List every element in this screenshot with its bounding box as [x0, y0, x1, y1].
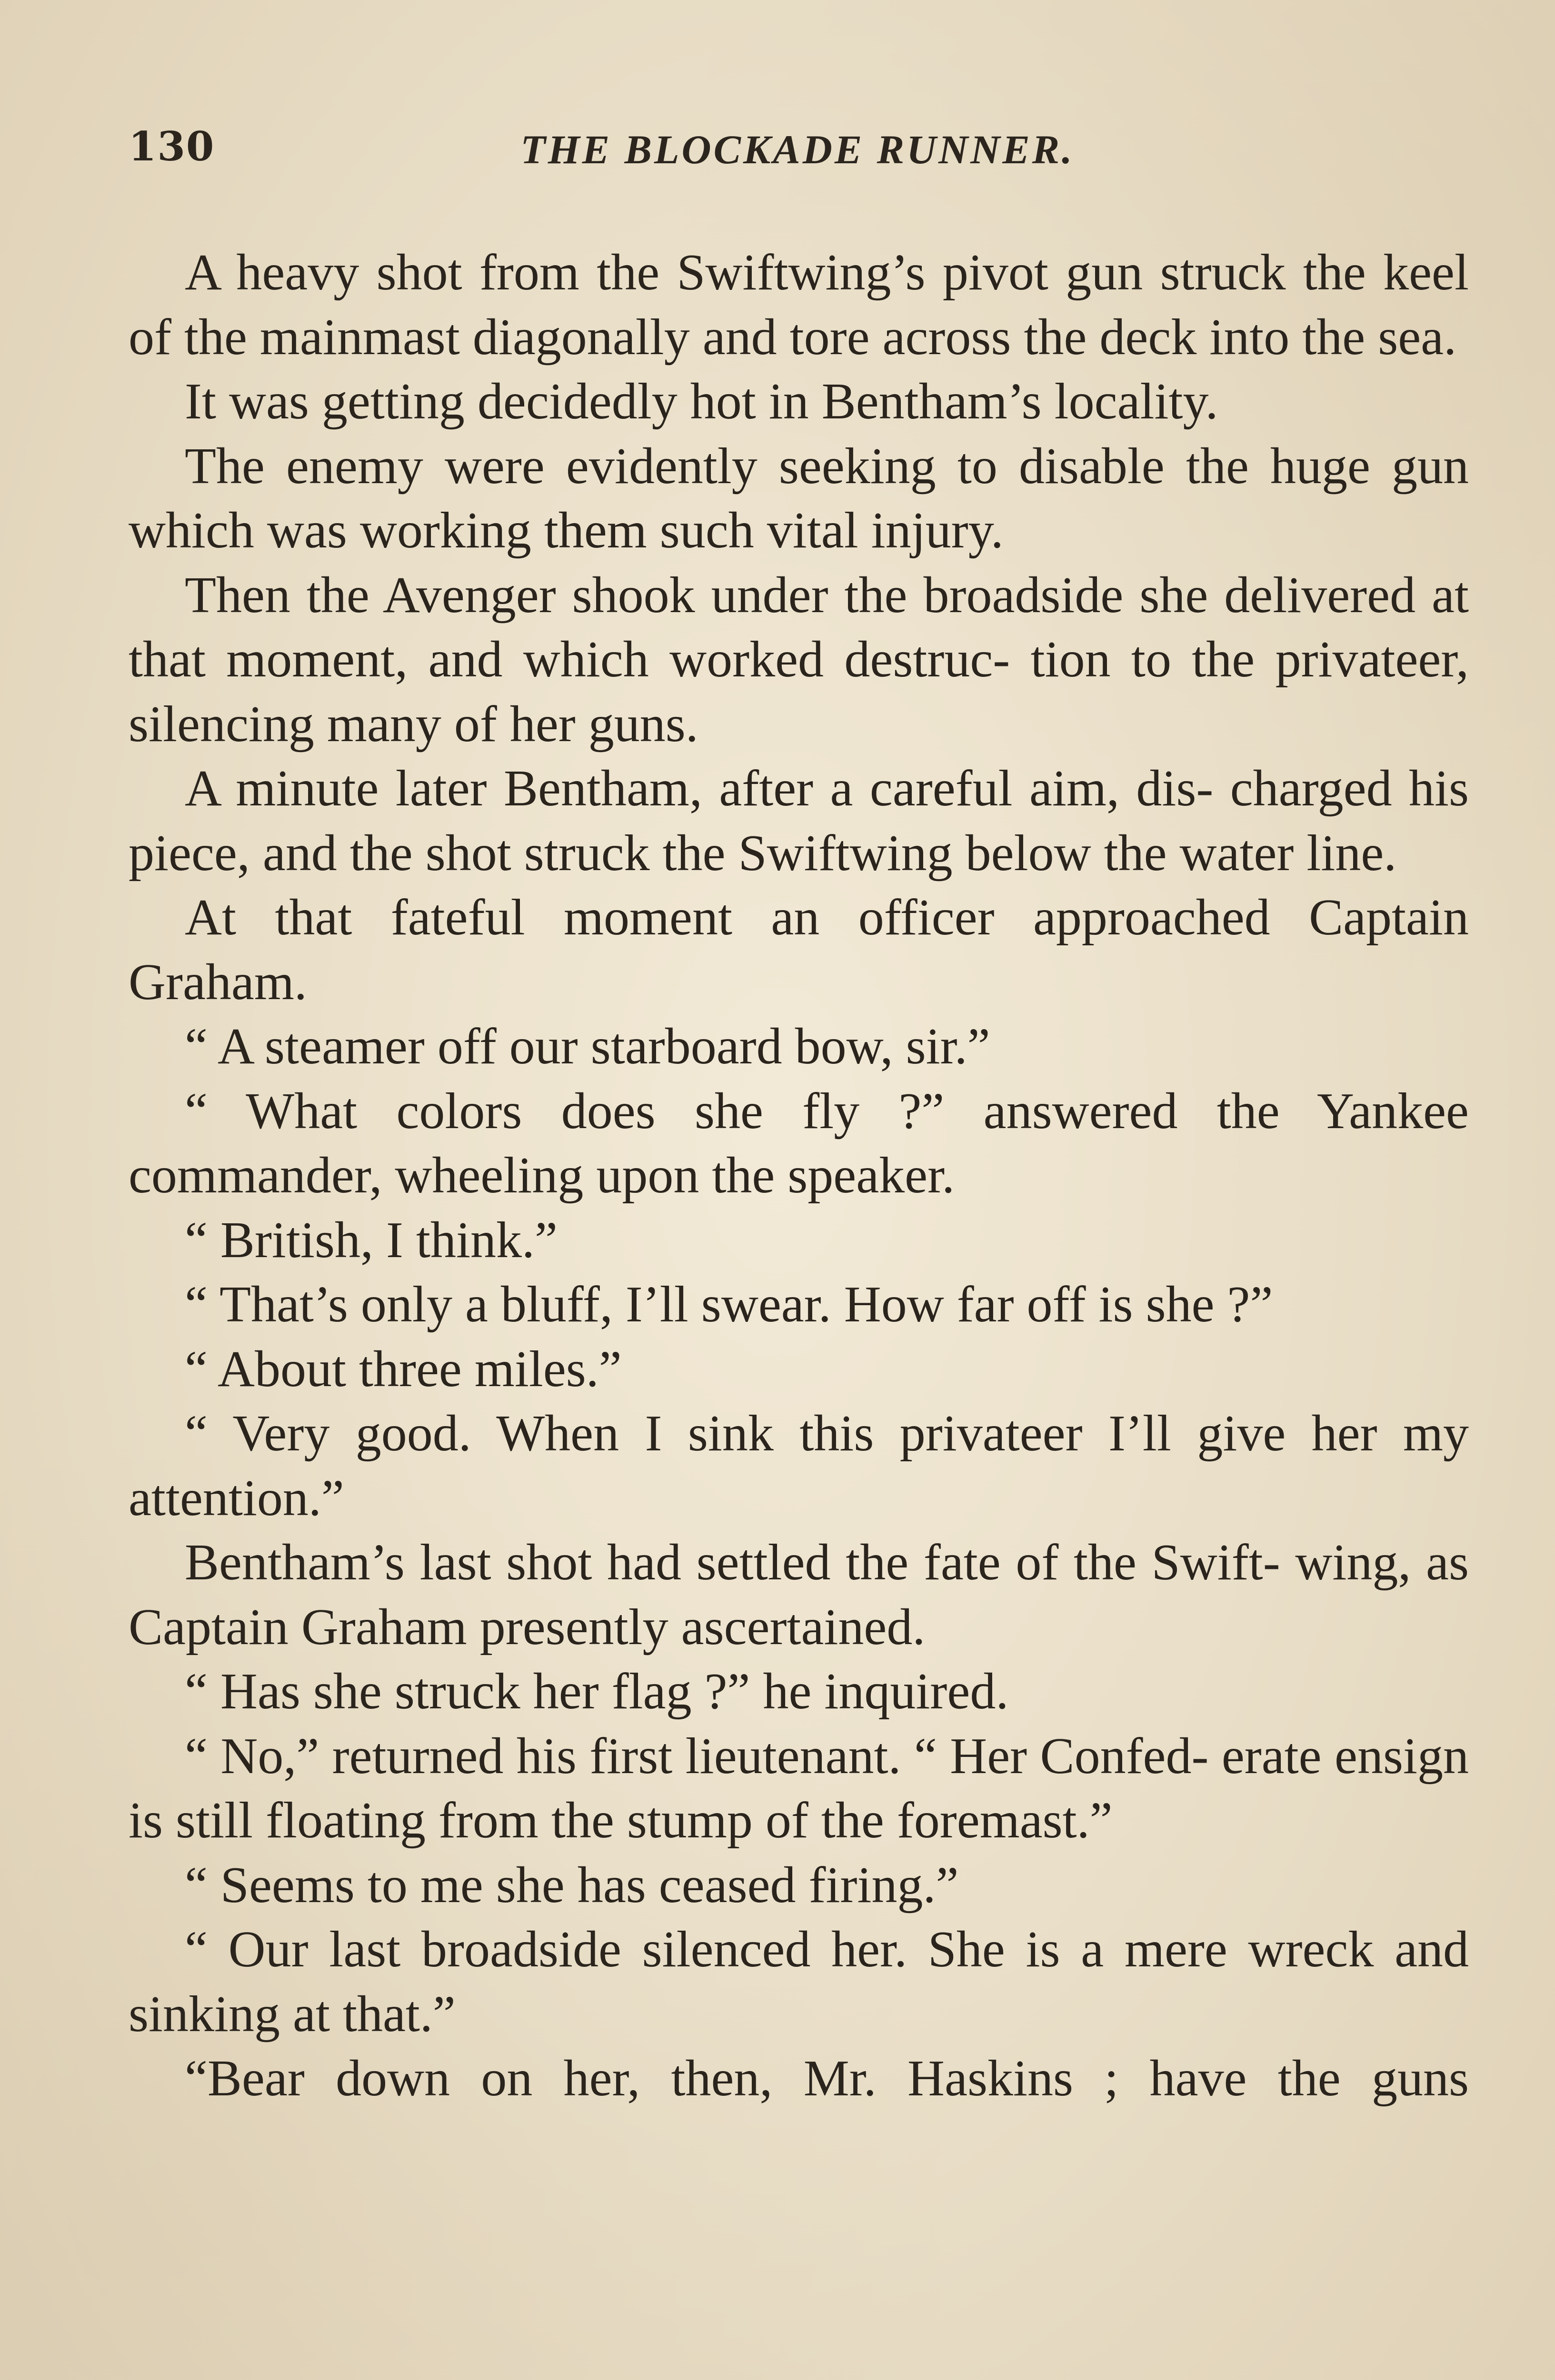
- running-title: THE BLOCKADE RUNNER.: [520, 127, 1075, 172]
- paragraph: At that fateful moment an officer approached Captain Graham.: [129, 889, 1469, 1011]
- paragraph: A minute later Bentham, after a careful aim, dis- charged his piece, and the shot struck the Swiftwing below the water line.: [129, 760, 1469, 882]
- paragraph: “ What colors does she fly ?” answered the Yankee commander, wheeling upon the speaker.: [129, 1082, 1469, 1204]
- page-number: 130: [129, 123, 215, 170]
- paragraph: “ Our last broadside silenced her. She is a mere wreck and sinking at that.”: [129, 1921, 1469, 2043]
- paragraph: It was getting decidedly hot in Bentham’s locality.: [185, 373, 1218, 430]
- paragraph: “ Seems to me she has ceased firing.”: [185, 1856, 959, 1914]
- paragraph: “ No,” returned his first lieutenant. “ Her Confed- erate ensign is still floating from the stump of the foremast.”: [129, 1727, 1469, 1849]
- body-text: [129, 240, 1469, 2111]
- paragraph: “ That’s only a bluff, I’ll swear. How far off is she ?”: [185, 1276, 1273, 1333]
- page-header: [129, 123, 1466, 185]
- paragraph: A heavy shot from the Swiftwing’s pivot gun struck the keel of the mainmast diagonally and tore across the deck into the sea.: [129, 244, 1469, 366]
- paragraph: “ Very good. When I sink this privateer I’ll give her my attention.”: [129, 1405, 1469, 1527]
- paragraph: “ About three miles.”: [185, 1340, 622, 1398]
- paragraph: “ Has she struck her flag ?” he inquired.: [185, 1663, 1009, 1720]
- paragraph: Bentham’s last shot had settled the fate of the Swift- wing, as Captain Graham presently ascertained.: [129, 1534, 1469, 1656]
- paragraph: The enemy were evidently seeking to disable the huge gun which was working them such vital injury.: [129, 437, 1469, 559]
- paragraph: “ British, I think.”: [185, 1211, 558, 1269]
- paragraph: Then the Avenger shook under the broadside she delivered at that moment, and which worked destruc- tion to the privateer, silencing many of her guns.: [129, 566, 1469, 753]
- paragraph: “ A steamer off our starboard bow, sir.”: [185, 1018, 990, 1075]
- paragraph: “Bear down on her, then, Mr. Haskins ; have the guns: [185, 2050, 1469, 2107]
